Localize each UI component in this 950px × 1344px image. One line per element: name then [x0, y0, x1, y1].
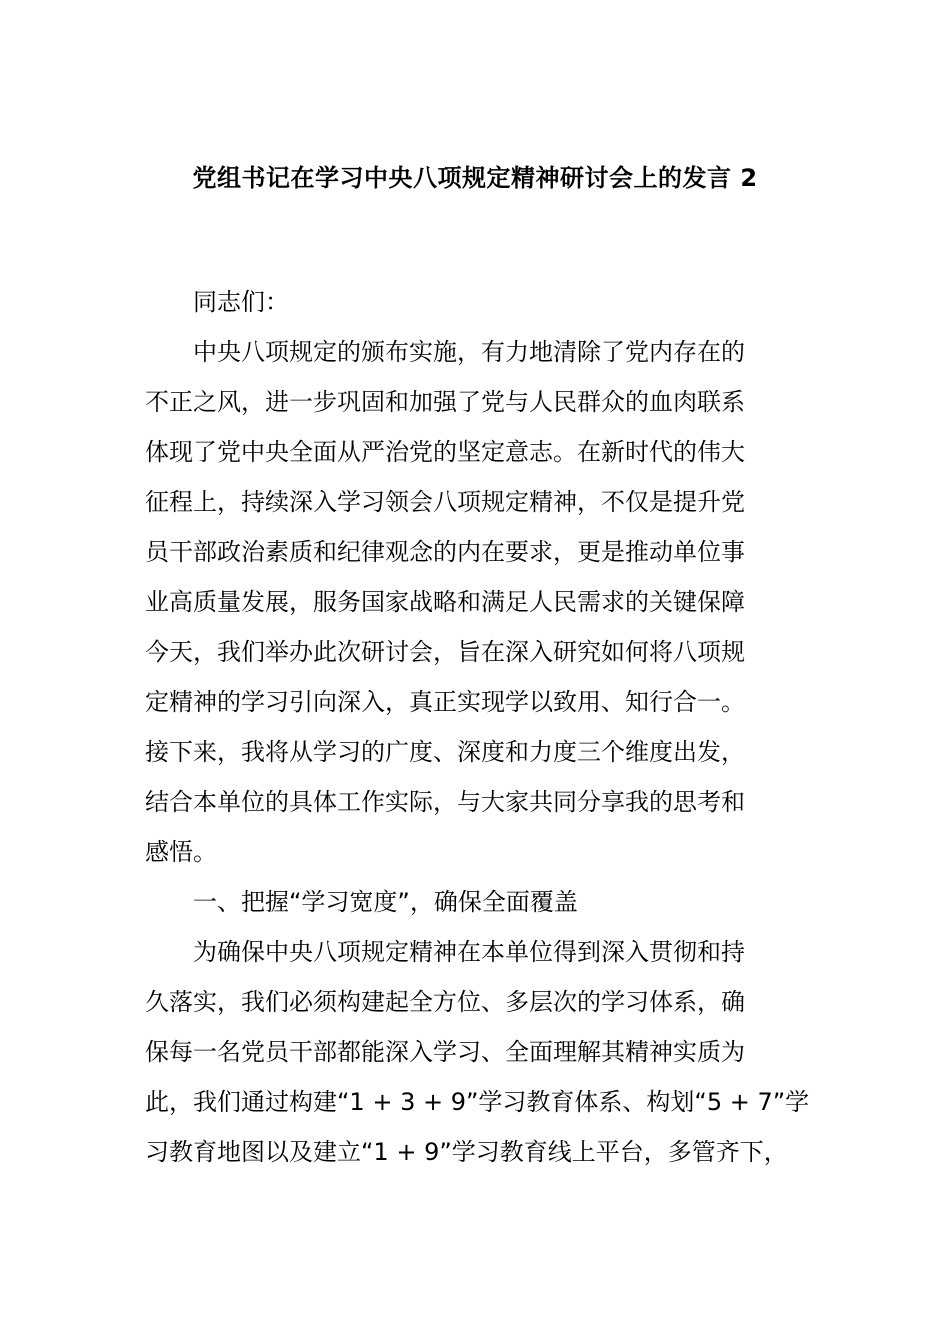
paragraph-line: 为确保中央八项规定精神在本单位得到深入贯彻和持 [193, 938, 745, 966]
paragraph-line: 不正之风，进一步巩固和加强了党与人民群众的血肉联系 [145, 388, 745, 416]
paragraph-line: 体现了党中央全面从严治党的坚定意志。在新时代的伟大 [145, 438, 745, 466]
paragraph-line: 接下来，我将从学习的广度、深度和力度三个维度出发， [145, 738, 745, 766]
salutation-line: 同志们： [193, 288, 289, 316]
paragraph-line: 定精神的学习引向深入，真正实现学以致用、知行合一。 [145, 688, 745, 716]
paragraph-line: 保每一名党员干部都能深入学习、全面理解其精神实质为 [145, 1038, 745, 1066]
paragraph-line: 今天，我们举办此次研讨会，旨在深入研究如何将八项规 [145, 638, 745, 666]
paragraph-line: 习教育地图以及建立“1 + 9”学习教育线上平台，多管齐下， [145, 1138, 788, 1166]
paragraph-line: 结合本单位的具体工作实际，与大家共同分享我的思考和 [145, 788, 745, 816]
section-heading: 一、把握“学习宽度”，确保全面覆盖 [193, 888, 578, 916]
document-title: 党组书记在学习中央八项规定精神研讨会上的发言 2 [192, 164, 758, 192]
paragraph-line: 员干部政治素质和纪律观念的内在要求，更是推动单位事 [145, 538, 745, 566]
paragraph-line: 感悟。 [145, 838, 217, 866]
paragraph-line: 久落实，我们必须构建起全方位、多层次的学习体系，确 [145, 988, 745, 1016]
paragraph-line: 中央八项规定的颁布实施，有力地清除了党内存在的 [193, 338, 745, 366]
paragraph-line: 征程上，持续深入学习领会八项规定精神，不仅是提升党 [145, 488, 745, 516]
paragraph-line: 此，我们通过构建“1 + 3 + 9”学习教育体系、构划“5 + 7”学 [145, 1088, 810, 1116]
paragraph-line: 业高质量发展，服务国家战略和满足人民需求的关键保障 [145, 588, 745, 616]
